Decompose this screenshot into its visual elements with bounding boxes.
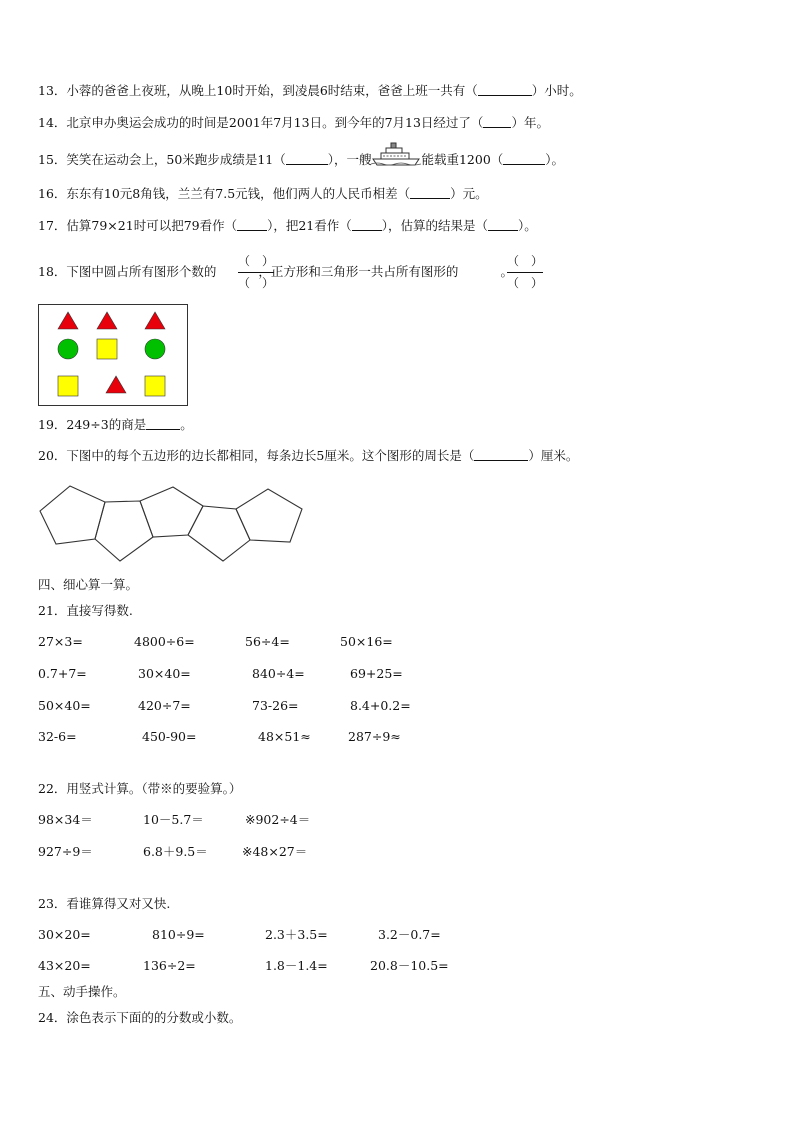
calc-item: 30×20= [38,927,91,942]
calc-item: 32-6= [38,729,77,744]
question-17: 17．估算79×21时可以把79看作（ ），把21看作（ ），估算的结果是（ ）。 [38,218,537,233]
question-number: 13． [38,83,67,98]
calc-row [0,697,794,715]
pentagon [140,487,203,537]
calc-item: 20.8－10.5= [370,958,449,973]
yellow-square [97,339,117,359]
calc-item: 50×40= [38,698,91,713]
calc-item: 27×3= [38,634,83,649]
calc-item: 420÷7= [138,698,191,713]
shapes-figure [38,304,188,406]
answer-blank[interactable] [352,218,382,231]
answer-blank[interactable] [410,186,450,199]
section-heading-4: 四、细心算一算。 [38,577,139,592]
calc-item: 30×40= [138,666,191,681]
calc-row [0,843,794,861]
calc-row [0,633,794,651]
green-circle [58,339,78,359]
question-number: 15． [38,152,67,167]
question-23-title: 23．看谁算得又对又快. [38,896,171,911]
calc-item: 73-26= [252,698,299,713]
question-number: 18． [38,264,67,279]
question-number: 17． [38,218,67,233]
calc-item: 840÷4= [252,666,305,681]
answer-blank[interactable] [488,218,518,231]
yellow-square [58,376,78,396]
question-21-title: 21．直接写得数. [38,603,133,618]
calc-row [0,926,794,944]
calc-item: 450-90= [142,729,197,744]
calc-item: 98×34＝ [38,812,93,827]
pentagon [40,486,105,544]
answer-blank[interactable] [237,218,267,231]
answer-blank[interactable] [146,417,180,430]
calc-row [0,665,794,683]
question-14: 14．北京申办奥运会成功的时间是2001年7月13日。到今年的7月13日经过了（ ）年。 [38,115,549,130]
calc-item: ※902÷4＝ [245,812,311,827]
pentagon [95,501,153,561]
pentagon [236,489,302,542]
calc-item: 810÷9= [152,927,205,942]
question-24: 24．涂色表示下面的的分数或小数。 [38,1010,242,1025]
question-number: 19． [38,417,67,432]
calc-row [0,811,794,829]
question-16: 16．东东有10元8角钱，兰兰有7.5元钱，他们两人的人民币相差（ ）元。 [38,186,488,201]
calc-item: 136÷2= [143,958,196,973]
calc-item: 69+25= [350,666,403,681]
section-heading-5: 五、动手操作。 [38,984,126,999]
calc-item: 1.8－1.4= [265,958,328,973]
calc-row [0,957,794,975]
calc-item: ※48×27＝ [242,844,308,859]
question-22-title: 22．用竖式计算。（带※的要验算。） [38,781,242,796]
calc-item: 6.8＋9.5＝ [143,844,208,859]
calc-item: 3.2－0.7= [378,927,441,942]
calc-item: 56÷4= [245,634,290,649]
question-20: 20．下图中的每个五边形的边长都相同，每条边长5厘米。这个图形的周长是（ ）厘米。 [38,448,579,463]
question-15: 15．笑笑在运动会上，50米跑步成绩是11（ ），一艘 能载重1200（ ）。 [38,150,564,169]
question-13: 13．小蓉的爸爸上夜班，从晚上10时开始，到凌晨6时结束，爸爸上班一共有（ ）小时。 [38,83,582,98]
calc-item: 2.3＋3.5= [265,927,328,942]
answer-blank[interactable] [483,115,511,128]
question-18: 18．下图中圆占所有图形个数的 ，正方形和三角形一共占所有图形的 。 [38,264,513,279]
calc-item: 4800÷6= [134,634,195,649]
pentagon [188,506,250,561]
calc-item: 48×51≈ [258,729,311,744]
green-circle [145,339,165,359]
calc-item: 10－5.7＝ [143,812,204,827]
answer-blank[interactable] [478,83,532,96]
calc-item: 50×16= [340,634,393,649]
calc-item: 43×20= [38,958,91,973]
pentagons-figure [38,484,304,564]
ship-icon [371,150,421,168]
calc-item: 0.7+7= [38,666,87,681]
calc-item: 287÷9≈ [348,729,401,744]
answer-blank[interactable] [503,152,545,165]
calc-item: 8.4+0.2= [350,698,411,713]
yellow-square [145,376,165,396]
calc-item: 927÷9＝ [38,844,93,859]
question-number: 24． [38,1010,67,1025]
answer-blank[interactable] [474,448,528,461]
question-19: 19．249÷3的商是 。 [38,417,193,432]
answer-blank[interactable] [286,152,328,165]
calc-row [0,728,794,746]
question-number: 16． [38,186,67,201]
question-number: 20． [38,448,67,463]
question-number: 14． [38,115,67,130]
